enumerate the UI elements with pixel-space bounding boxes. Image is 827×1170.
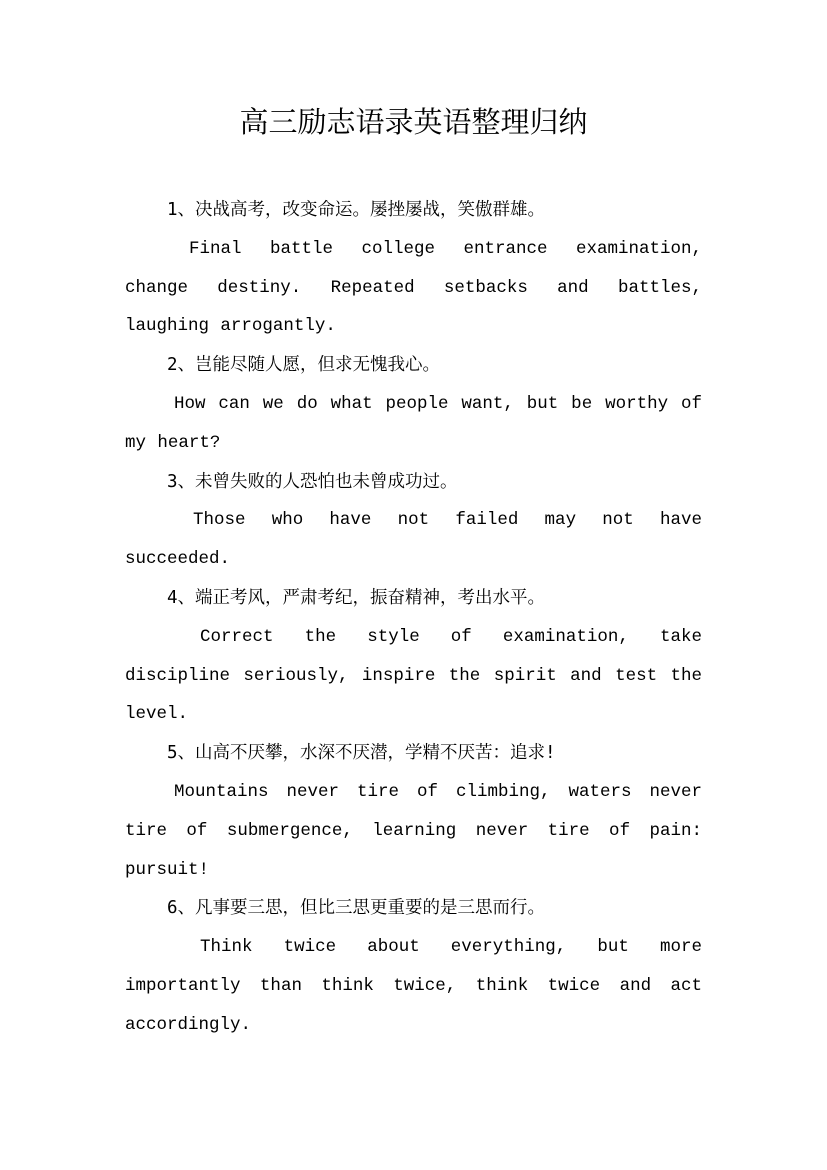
- quote-english-4: Correct the style of examination, take discipline seriously, inspire the spirit and test the level.: [125, 626, 702, 725]
- quote-english-6: Think twice about everything, but more importantly than think twice, think twice and act accordingly.: [125, 937, 702, 1035]
- quote-chinese-2: 2、岂能尽随人愿，但求无愧我心。: [167, 355, 441, 376]
- quote-chinese-1: 1、决战高考，改变命运。屡挫屡战，笑傲群雄。: [167, 200, 546, 220]
- quote-english-3: Those who have not failed may not have succeeded.: [125, 510, 702, 570]
- quote-chinese-4: 4、端正考风，严肃考纪，振奋精神，考出水平。: [167, 587, 546, 608]
- quote-chinese-3: 3、未曾失败的人恐怕也未曾成功过。: [167, 471, 458, 492]
- quote-english-2: How can we do what people want, but be worthy of my heart?: [125, 393, 702, 453]
- document-title: 高三励志语录英语整理归纳: [239, 105, 588, 139]
- quote-english-5: Mountains never tire of climbing, waters never tire of submergence, learning never tire of pain: pursuit!: [125, 781, 702, 880]
- quote-chinese-5: 5、山高不厌攀，水深不厌潜，学精不厌苦：追求!: [167, 743, 556, 764]
- quote-chinese-6: 6、凡事要三思，但比三思更重要的是三思而行。: [167, 898, 546, 919]
- quote-english-1: Final battle college entrance examination, change destiny. Repeated setbacks and battles, laughing arrogantly.: [125, 238, 702, 337]
- document-body: [125, 191, 702, 1045]
